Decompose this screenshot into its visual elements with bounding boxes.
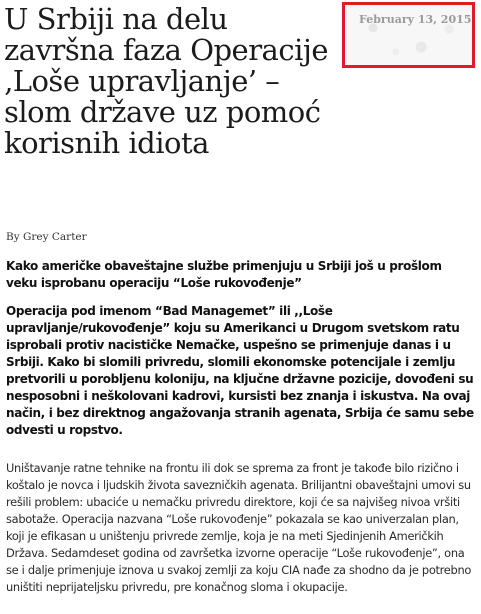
article-byline: By Grey Carter [6, 231, 87, 243]
article-body: Uništavanje ratne tehnike na frontu ili dok se sprema za front je takođe bilo rizično i koštalo je novca i ljudskih života savezničkih agenata. Brilijantni obaveštajni umovi su rešili problem: ubaciće u nemačku privredu direktore, koji će sa najvišeg nivoa vršiti sabotaže. Operacija nazvana “Loše rukovođenje” pokazala se kao univerzalan plan, koji je efikasan u uništenju privrede zemlje, koja je na meti Sjedinjenih Američkih Država. Sedamdeset godina od završetka izvorne operacije “Loše rukovođenje”, ona se i dalje primenjuje iznova u svakoj zemlji za koju CIA nađe za shodno da je potrebno uništiti neprijateljsku privredu, pre konačnog sloma i okupacije. [6, 461, 472, 594]
article-title: U Srbiji na delu završna faza Operacije ‚Loše upravljanje’ – slom države uz pomoć korisnih idiota [4, 2, 329, 160]
article-intro: Operacija pod imenom “Bad Managemet” ili ,,Loše upravljanje/rukovođenje” koju su Amerikanci u Drugom svetskom ratu isprobali protiv nacističke Nemačke, uspešno se primenjuje danas i u Srbiji. Kako bi slomili privredu, slomili ekonomske potencijale i zemlju pretvorili u porobljenu koloniju, na ključne državne pozicije, dovođeni su nesposobni i neškolovani kadrovi, kursisti bez znanja i iskustva. Na ovaj način, i bez direktnog angažovanja stranih agenata, Srbija će samu sebe odvesti u ropstvo. [6, 304, 474, 437]
article-lead: Kako američke obaveštajne službe primenjuju u Srbiji još u prošlom veku isprobanu operaciju “Loše rukovođenje” [6, 259, 442, 290]
article-date: February 13, 2015 [359, 13, 472, 26]
date-badge [342, 2, 475, 68]
